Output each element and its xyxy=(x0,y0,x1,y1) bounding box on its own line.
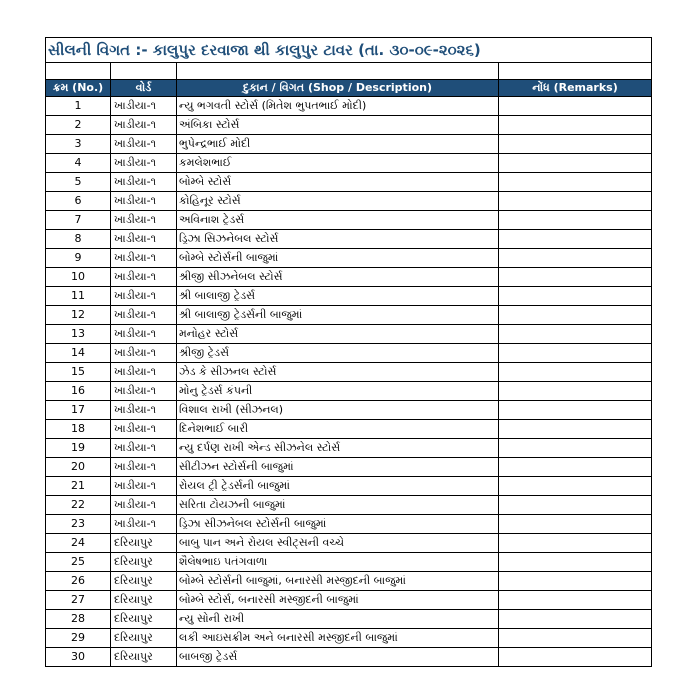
row-description: અંબિકા સ્ટોર્સ xyxy=(177,116,499,135)
row-description: શ્રીજી સીઝનેબલ સ્ટોર્સ xyxy=(177,268,499,287)
table-row xyxy=(46,306,652,325)
row-number: 16 xyxy=(46,382,111,401)
row-remarks xyxy=(499,211,652,230)
row-ward: ખાડીયા-૧ xyxy=(111,154,177,173)
row-number: 11 xyxy=(46,287,111,306)
row-ward: ખાડીયા-૧ xyxy=(111,287,177,306)
table-row xyxy=(46,591,652,610)
row-ward: ખાડીયા-૧ xyxy=(111,192,177,211)
row-ward: ખાડીયા-૧ xyxy=(111,363,177,382)
row-remarks xyxy=(499,477,652,496)
table-row xyxy=(46,382,652,401)
row-remarks xyxy=(499,439,652,458)
table-row xyxy=(46,344,652,363)
blank-cell xyxy=(46,63,111,80)
row-description: કમલેશભાઈ xyxy=(177,154,499,173)
table-row xyxy=(46,116,652,135)
table-row xyxy=(46,496,652,515)
row-ward: ખાડીયા-૧ xyxy=(111,420,177,439)
row-remarks xyxy=(499,287,652,306)
row-description: બોમ્બે સ્ટોર્સ xyxy=(177,173,499,192)
table-row xyxy=(46,154,652,173)
table-row xyxy=(46,97,652,116)
row-description: બોમ્બે સ્ટોર્સની બાજુમાં xyxy=(177,249,499,268)
seal-details-table xyxy=(45,37,652,667)
row-number: 1 xyxy=(46,97,111,116)
row-ward: ખાડીયા-૧ xyxy=(111,249,177,268)
row-number: 25 xyxy=(46,553,111,572)
blank-cell xyxy=(499,63,652,80)
header-ward: વોર્ડ xyxy=(111,80,177,97)
table-row xyxy=(46,249,652,268)
row-ward: દરિયાપુર xyxy=(111,534,177,553)
row-description: સીટીઝન સ્ટોર્સની બાજુમાં xyxy=(177,458,499,477)
row-ward: ખાડીયા-૧ xyxy=(111,230,177,249)
row-description: શ્રી બાલાજી ટ્રેડર્સની બાજુમાં xyxy=(177,306,499,325)
row-number: 20 xyxy=(46,458,111,477)
row-remarks xyxy=(499,629,652,648)
row-number: 26 xyxy=(46,572,111,591)
table-row xyxy=(46,268,652,287)
row-remarks xyxy=(499,154,652,173)
row-description: શ્રી બાલાજી ટ્રેડર્સ xyxy=(177,287,499,306)
row-description: ડ્રિઝા સિઝનેબલ સ્ટોર્સ xyxy=(177,230,499,249)
row-remarks xyxy=(499,325,652,344)
row-number: 3 xyxy=(46,135,111,154)
row-number: 2 xyxy=(46,116,111,135)
row-description: ઝેડ કે સીઝનલ સ્ટોર્સ xyxy=(177,363,499,382)
row-description: મોનુ ટ્રેડર્સ કંપની xyxy=(177,382,499,401)
row-number: 19 xyxy=(46,439,111,458)
blank-cell xyxy=(177,63,499,80)
header-description: દુકાન / વિગત (Shop / Description) xyxy=(177,80,499,97)
row-remarks xyxy=(499,515,652,534)
row-number: 30 xyxy=(46,648,111,667)
row-ward: ખાડીયા-૧ xyxy=(111,344,177,363)
row-ward: ખાડીયા-૧ xyxy=(111,116,177,135)
row-number: 18 xyxy=(46,420,111,439)
row-number: 8 xyxy=(46,230,111,249)
row-description: ન્યુ સોની રાખી xyxy=(177,610,499,629)
row-remarks xyxy=(499,458,652,477)
row-remarks xyxy=(499,534,652,553)
row-description: બોમ્બે સ્ટોર્સ, બનારસી મસ્જીદની બાજુમાં xyxy=(177,591,499,610)
row-remarks xyxy=(499,192,652,211)
row-ward: દરિયાપુર xyxy=(111,648,177,667)
header-no: ક્રમ (No.) xyxy=(46,80,111,97)
row-number: 23 xyxy=(46,515,111,534)
row-ward: ખાડીયા-૧ xyxy=(111,135,177,154)
row-number: 22 xyxy=(46,496,111,515)
row-number: 12 xyxy=(46,306,111,325)
row-remarks xyxy=(499,572,652,591)
row-number: 4 xyxy=(46,154,111,173)
row-number: 7 xyxy=(46,211,111,230)
table-row xyxy=(46,230,652,249)
row-description: ન્યુ ભગવતી સ્ટોર્સ (મિતેશ ભુપતભાઈ મોદી) xyxy=(177,97,499,116)
row-number: 27 xyxy=(46,591,111,610)
row-ward: ખાડીયા-૧ xyxy=(111,382,177,401)
row-description: ન્યુ દર્પણ રાખી એન્ડ સીઝનેલ સ્ટોર્સ xyxy=(177,439,499,458)
row-number: 17 xyxy=(46,401,111,420)
row-ward: ખાડીયા-૧ xyxy=(111,401,177,420)
table-row xyxy=(46,211,652,230)
row-remarks xyxy=(499,401,652,420)
row-remarks xyxy=(499,420,652,439)
row-number: 29 xyxy=(46,629,111,648)
header-remarks: નોંધ (Remarks) xyxy=(499,80,652,97)
row-ward: દરિયાપુર xyxy=(111,572,177,591)
row-ward: ખાડીયા-૧ xyxy=(111,325,177,344)
row-ward: ખાડીયા-૧ xyxy=(111,268,177,287)
row-ward: ખાડીયા-૧ xyxy=(111,211,177,230)
table-row xyxy=(46,192,652,211)
table-row xyxy=(46,173,652,192)
row-number: 14 xyxy=(46,344,111,363)
row-description: બાબજી ટ્રેડર્સ xyxy=(177,648,499,667)
table-row xyxy=(46,534,652,553)
table-row xyxy=(46,610,652,629)
table-row xyxy=(46,458,652,477)
row-description: સરિતા ટોયઝની બાજુમાં xyxy=(177,496,499,515)
row-number: 5 xyxy=(46,173,111,192)
row-remarks xyxy=(499,610,652,629)
row-remarks xyxy=(499,249,652,268)
row-remarks xyxy=(499,268,652,287)
table-row xyxy=(46,477,652,496)
row-remarks xyxy=(499,97,652,116)
row-number: 28 xyxy=(46,610,111,629)
table-row xyxy=(46,629,652,648)
row-description: શ્રીજી ટ્રેડર્સ xyxy=(177,344,499,363)
row-remarks xyxy=(499,553,652,572)
row-description: વિશાલ રાખી (સીઝનલ) xyxy=(177,401,499,420)
row-ward: ખાડીયા-૧ xyxy=(111,515,177,534)
row-description: બાબુ પાન અને રોયલ સ્વીટ્સની વચ્ચે xyxy=(177,534,499,553)
row-ward: ખાડીયા-૧ xyxy=(111,477,177,496)
table-row xyxy=(46,553,652,572)
blank-cell xyxy=(111,63,177,80)
row-ward: ખાડીયા-૧ xyxy=(111,306,177,325)
sheet-title: સીલની વિગત :- કાલુપુર દરવાજા થી કાલુપુર ટાવર (તા. ૩૦-૦૯-૨૦૨૬) xyxy=(46,38,652,63)
row-ward: ખાડીયા-૧ xyxy=(111,173,177,192)
row-description: બોમ્બે સ્ટોર્સની બાજુમાં, બનારસી મસ્જીદની બાજુમાં xyxy=(177,572,499,591)
row-number: 21 xyxy=(46,477,111,496)
row-number: 15 xyxy=(46,363,111,382)
row-description: શૈલેષભાઇ પતંગવાળા xyxy=(177,553,499,572)
row-ward: ખાડીયા-૧ xyxy=(111,97,177,116)
row-remarks xyxy=(499,306,652,325)
row-number: 10 xyxy=(46,268,111,287)
row-ward: દરિયાપુર xyxy=(111,591,177,610)
table-row xyxy=(46,439,652,458)
table-row xyxy=(46,401,652,420)
header-row xyxy=(46,80,652,97)
row-ward: દરિયાપુર xyxy=(111,553,177,572)
row-remarks xyxy=(499,382,652,401)
row-remarks xyxy=(499,230,652,249)
table-row xyxy=(46,363,652,382)
row-description: ભુપેન્દ્રભાઈ મોદી xyxy=(177,135,499,154)
row-remarks xyxy=(499,591,652,610)
row-remarks xyxy=(499,344,652,363)
row-number: 9 xyxy=(46,249,111,268)
row-ward: દરિયાપુર xyxy=(111,610,177,629)
table-row xyxy=(46,420,652,439)
table-row xyxy=(46,572,652,591)
row-remarks xyxy=(499,116,652,135)
row-remarks xyxy=(499,173,652,192)
blank-row xyxy=(46,63,652,80)
table-row xyxy=(46,287,652,306)
row-number: 6 xyxy=(46,192,111,211)
row-description: મનોહર સ્ટોર્સ xyxy=(177,325,499,344)
row-description: રોયલ ટ્રી ટ્રેડર્સની બાજુમાં xyxy=(177,477,499,496)
table-row xyxy=(46,648,652,667)
row-number: 24 xyxy=(46,534,111,553)
row-description: કોહિનૂર સ્ટોર્સ xyxy=(177,192,499,211)
row-description: દિનેશભાઈ બારી xyxy=(177,420,499,439)
row-description: અવિનાશ ટ્રેડર્સ xyxy=(177,211,499,230)
row-ward: ખાડીયા-૧ xyxy=(111,439,177,458)
table-row xyxy=(46,515,652,534)
row-number: 13 xyxy=(46,325,111,344)
row-ward: દરિયાપુર xyxy=(111,629,177,648)
row-description: લકી આઇસક્રીમ અને બનારસી મસ્જીદની બાજુમાં xyxy=(177,629,499,648)
row-remarks xyxy=(499,135,652,154)
row-ward: ખાડીયા-૧ xyxy=(111,458,177,477)
row-remarks xyxy=(499,363,652,382)
row-description: ડ્રિઝા સીઝનેબલ સ્ટોર્સની બાજુમાં xyxy=(177,515,499,534)
row-remarks xyxy=(499,496,652,515)
table-row xyxy=(46,325,652,344)
row-remarks xyxy=(499,648,652,667)
row-ward: ખાડીયા-૧ xyxy=(111,496,177,515)
table-row xyxy=(46,135,652,154)
